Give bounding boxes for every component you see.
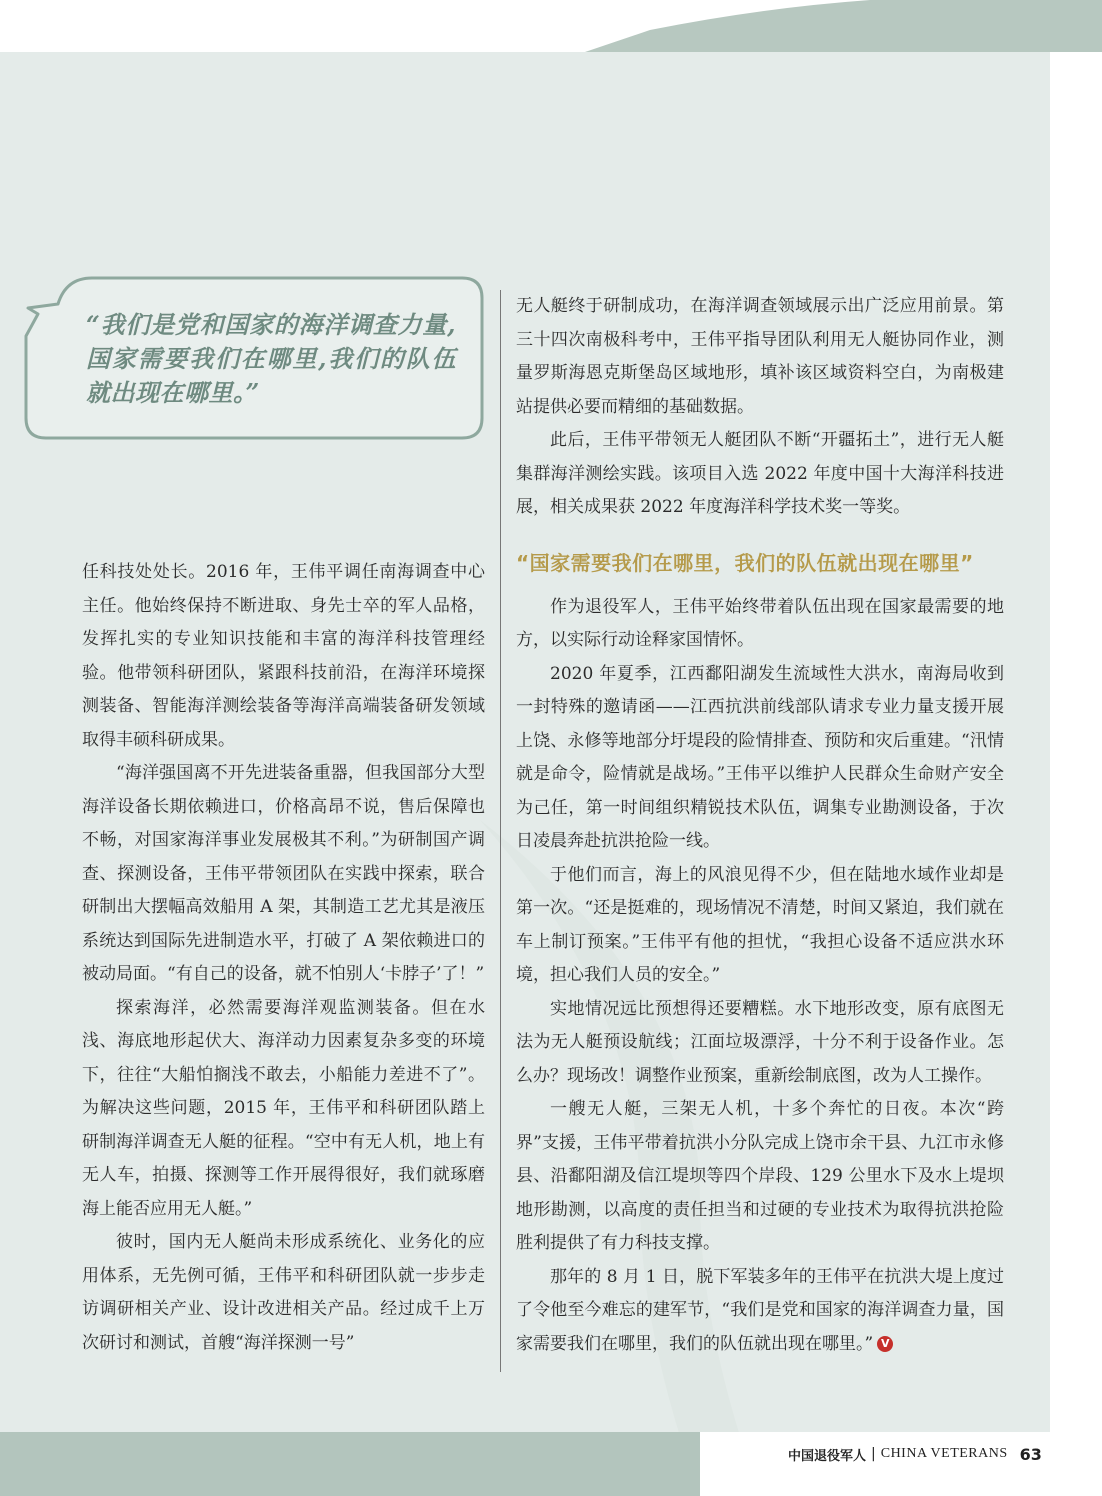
page-number: 63 [1019, 1444, 1042, 1464]
paragraph-text: 那年的 8 月 1 日，脱下军装多年的王伟平在抗洪大堤上度过了令他至今难忘的建军节，“我们是党和国家的海洋调查力量，国家需要我们在哪里，我们的队伍就出现在哪里。” [516, 1266, 1004, 1354]
paragraph: 一艘无人艇，三架无人机，十多个奔忙的日夜。本次“跨界”支援，王伟平带着抗洪小分队完成上饶市余干县、九江市永修县、沿鄱阳湖及信江堤坝等四个岸段、129 公里水下及水上堤坝地形勘测，以高度的责任担当和过硬的专业技术为取得抗洪抢险胜利提供了有力科技支撑。 [516, 1099, 1004, 1253]
left-column [82, 556, 485, 1360]
magazine-name: 中国退役军人 [788, 1448, 867, 1464]
paragraph: 作为退役军人，王伟平始终带着队伍出现在国家最需要的地方，以实际行动诠释家国情怀。 [516, 596, 1004, 650]
section-heading: “国家需要我们在哪里，我们的队伍就出现在哪里” [516, 550, 974, 575]
final-paragraph [516, 1261, 1004, 1362]
magazine-name-en: CHINA VETERANS [880, 1446, 1008, 1461]
paragraph: 任科技处处长。2016 年，王伟平调任南海调查中心主任。他始终保持不断进取、身先士卒的军人品格，发挥扎实的专业知识技能和丰富的海洋科技管理经验。他带领科研团队，紧跟科技前沿，在海洋环境探测装备、智能海洋测绘装备等海洋高端装备研发领域取得丰硕科研成果。 [82, 562, 485, 750]
paragraph: 彼时，国内无人艇尚未形成系统化、业务化的应用体系，无先例可循，王伟平和科研团队就一步步走访调研相关产业、设计改进相关产品。经过成千上万次研讨和测试，首艘“海洋探测一号” [82, 1232, 485, 1353]
paragraph: 无人艇终于研制成功，在海洋调查领域展示出广泛应用前景。第三十四次南极科考中，王伟平指导团队利用无人艇协同作业，测量罗斯海恩克斯堡岛区域地形，填补该区域资料空白，为南极建站提供必要而精细的基础数据。 [516, 296, 1004, 417]
paragraph: 2020 年夏季，江西鄱阳湖发生流域性大洪水，南海局收到一封特殊的邀请函——江西抗洪前线部队请求专业力量支援开展上饶、永修等地部分圩堤段的险情排查、预防和灾后重建。“汛情就是命令，险情就是战场。”王伟平以维护人民群众生命财产安全为己任，第一时间组织精锐技术队伍，调集专业勘测设备，于次日凌晨奔赴抗洪抢险一线。 [516, 663, 1004, 851]
paragraph: “海洋强国离不开先进装备重器，但我国部分大型海洋设备长期依赖进口，价格高昂不说，售后保障也不畅，对国家海洋事业发展极其不利。”为研制国产调查、探测设备，王伟平带领团队在实践中探索，联合研制出大摆幅高效船用 A 架，其制造工艺尤其是液压系统达到国际先进制造水平，打破了 A 架依赖进口的被动局面。“有自己的设备，就不怕别人‘卡脖子’了！” [82, 763, 485, 984]
page-footer [788, 1442, 1042, 1466]
right-column [516, 290, 1004, 1361]
footer-separator: | [871, 1446, 876, 1462]
paragraph: 于他们而言，海上的风浪见得不少，但在陆地水域作业却是第一次。“还是挺难的，现场情况不清楚，时间又紧迫，我们就在车上制订预案。”王伟平有他的担忧，“我担心设备不适应洪水环境，担心我们人员的安全。” [516, 864, 1004, 985]
end-mark-icon: V [877, 1336, 893, 1352]
paragraph: 此后，王伟平带领无人艇团队不断“开疆拓土”，进行无人艇集群海洋测绘实践。该项目入选 2022 年度中国十大海洋科技进展，相关成果获 2022 年度海洋科学技术奖一等奖。 [516, 430, 1004, 517]
pull-quote: “我们是党和国家的海洋调查力量,国家需要我们在哪里,我们的队伍就出现在哪里。” [86, 310, 456, 407]
paragraph: 探索海洋，必然需要海洋观监测装备。但在水浅、海底地形起伏大、海洋动力因素复杂多变的环境下，往往“大船怕搁浅不敢去，小船能力差进不了”。为解决这些问题，2015 年，王伟平和科研团队踏上研制海洋调查无人艇的征程。“空中有无人机，地上有无人车，拍摄、探测等工作开展得很好，我们就琢磨海上能否应用无人艇。” [82, 997, 485, 1219]
column-divider [500, 290, 501, 1372]
paragraph: 实地情况远比预想得还要糟糕。水下地形改变，原有底图无法为无人艇预设航线；江面垃圾漂浮，十分不利于设备作业。怎么办？现场改！调整作业预案，重新绘制底图，改为人工操作。 [516, 998, 1004, 1086]
